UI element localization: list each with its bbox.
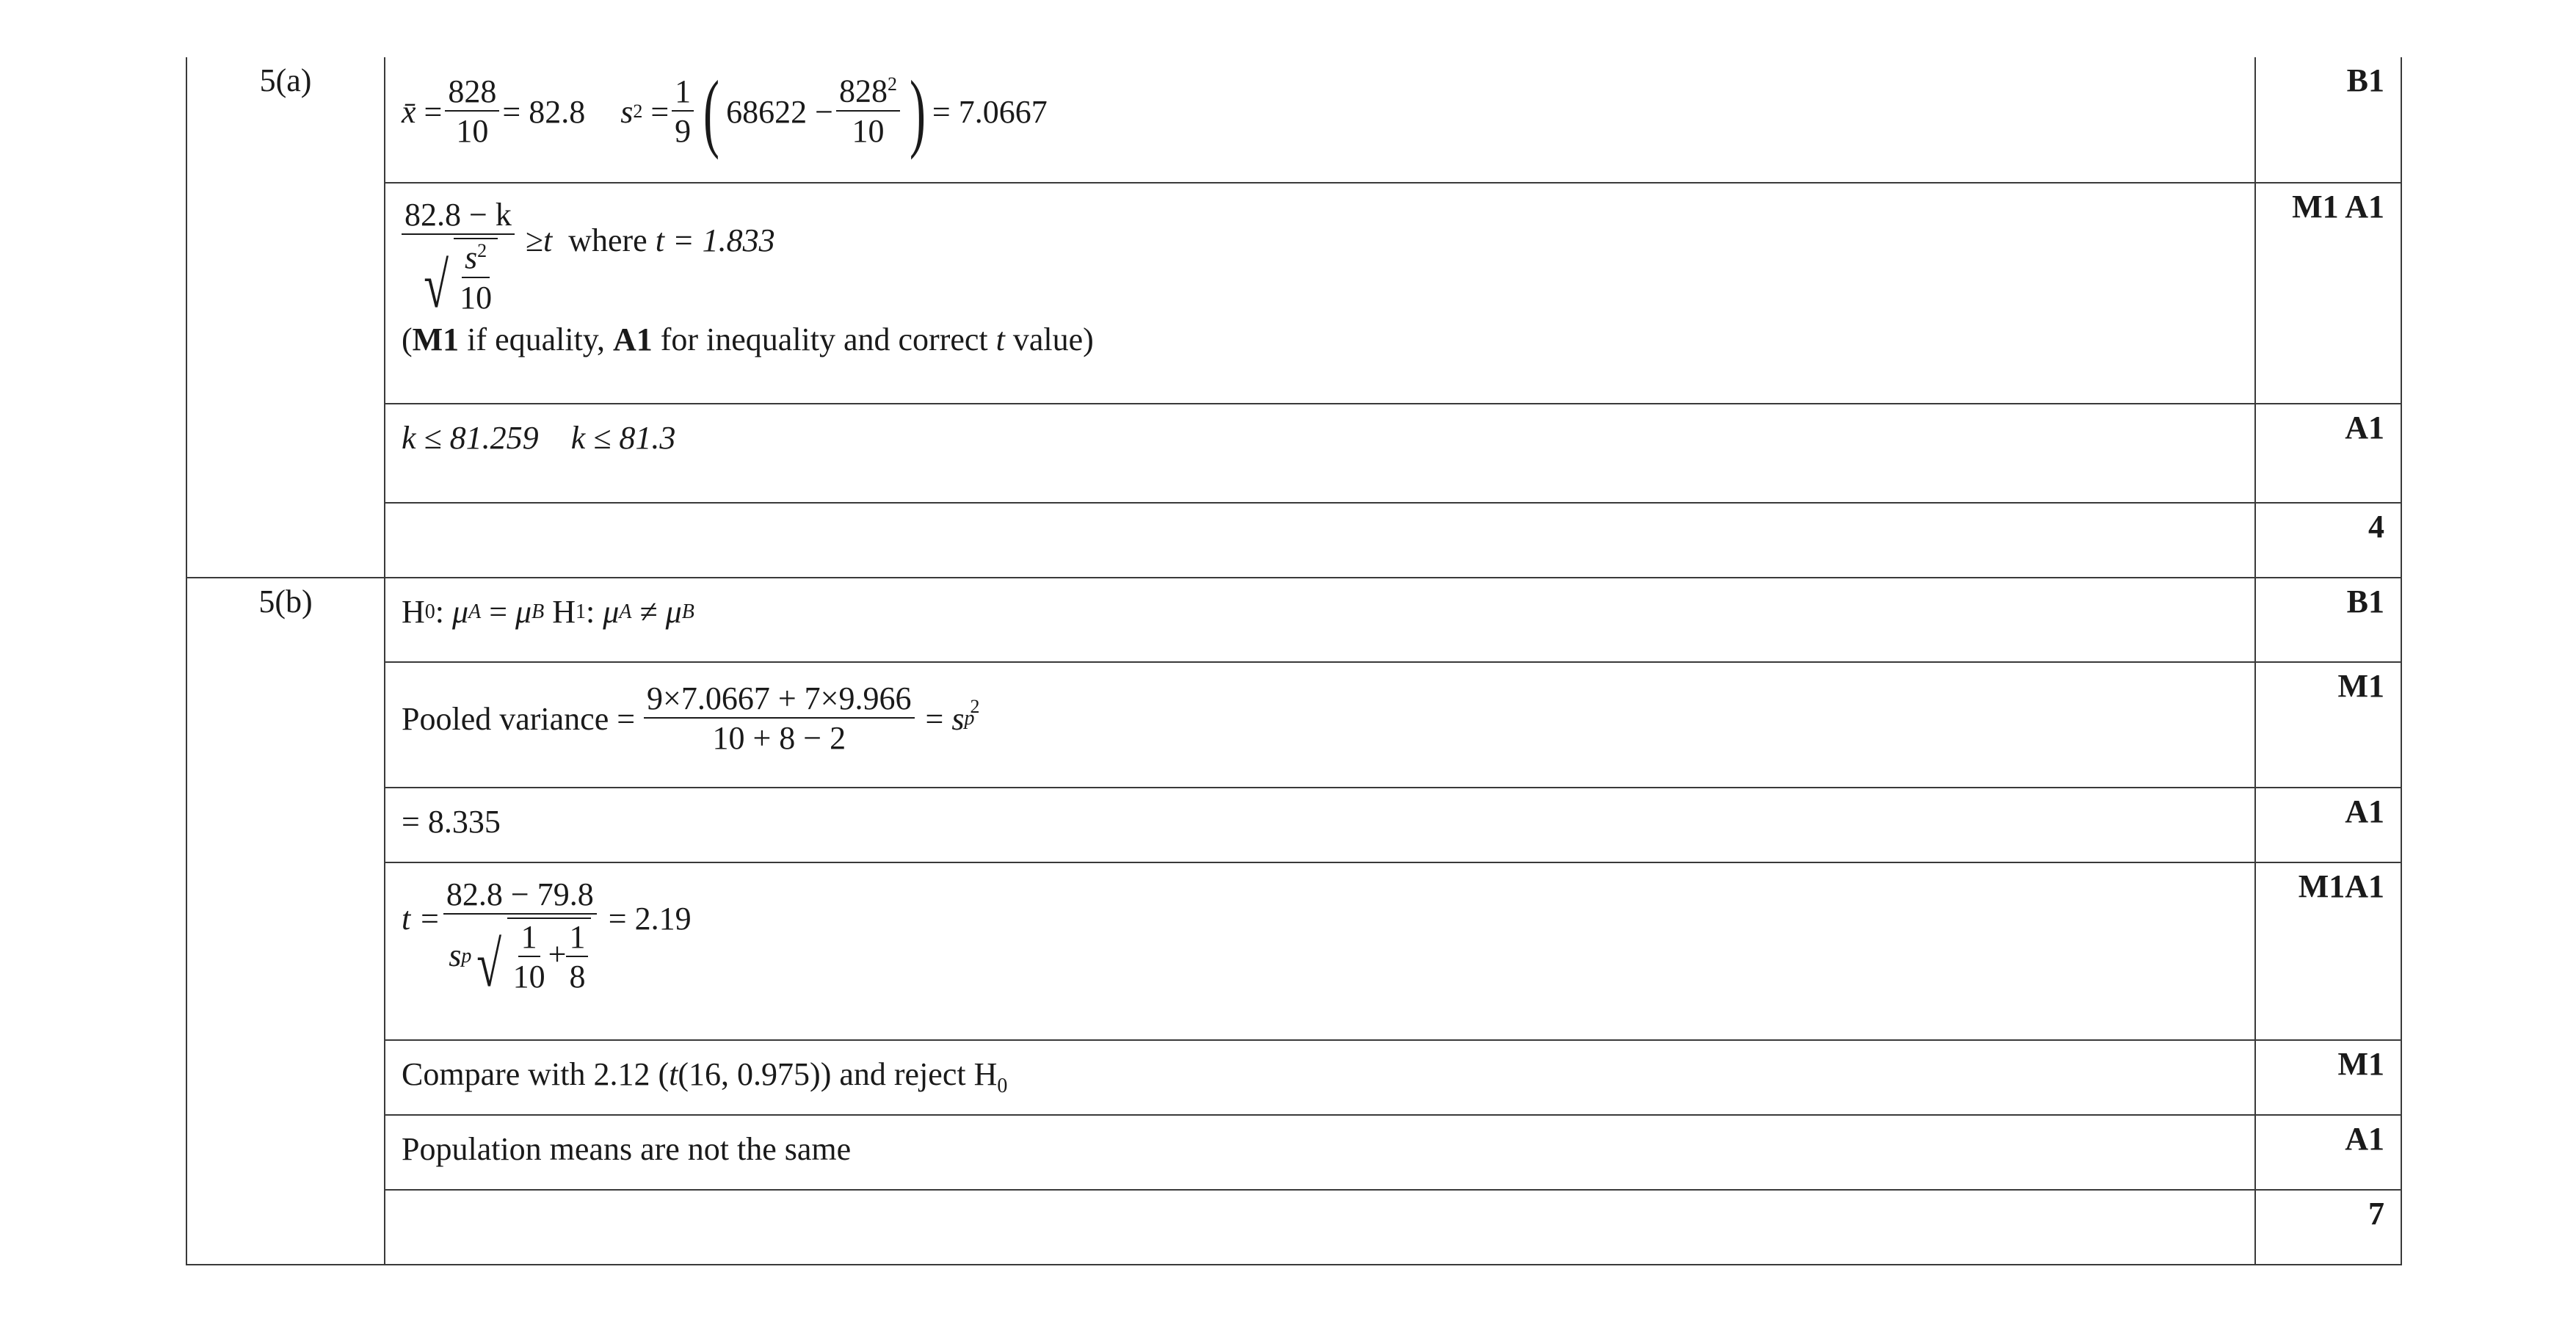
critical-k: k ≤ 81.259 <box>402 420 539 456</box>
mark-cell: M1 <box>2255 662 2401 788</box>
answer-cell <box>385 1190 2255 1265</box>
mark-cell: M1 A1 <box>2255 183 2401 404</box>
mean-symbol: x̄ <box>402 93 416 130</box>
answer-cell <box>385 1115 2255 1190</box>
pooled-variance-value: = 8.335 <box>402 804 501 840</box>
mark-cell: M1A1 <box>2255 862 2401 1040</box>
total-mark: 4 <box>2255 503 2401 578</box>
mark-cell: A1 <box>2255 1115 2401 1190</box>
mark-cell: B1 <box>2255 578 2401 662</box>
answer-cell <box>385 503 2255 578</box>
question-number: 5(b) <box>186 578 385 1265</box>
marking-note: (M1 if equality, A1 for inequality and correct t value) <box>402 321 1094 358</box>
critical-k-rounded: k ≤ 81.3 <box>570 420 676 456</box>
fraction: $\frac{828}{10}$ <box>445 75 499 148</box>
mark-cell: M1 <box>2255 1040 2401 1115</box>
question-number: 5(a) <box>186 57 385 578</box>
pooled-variance-fraction: $\frac{9\times 7.0667 + 7\times 9.966}{10 + 8 - 2}$ <box>644 682 914 755</box>
mark-cell: A1 <box>2255 788 2401 862</box>
t-value: t = 1.833 <box>655 222 775 258</box>
t-statistic-fraction: 82.8 − 79.8 s p √ $\frac{1}{10}$ + $\frac{1}{8}$ <box>443 878 597 995</box>
test-statistic-fraction: 82.8 − k √ $\frac{s^2}{10}$ <box>402 198 515 315</box>
conclusion: Population means are not the same <box>402 1131 852 1167</box>
answer-cell: 82.8 − k √ $\frac{s^2}{10}$ ≥t where t = 1.833 (M1 if equality, A1 for inequality and correct t value) <box>385 183 2255 404</box>
mark-cell: A1 <box>2255 404 2401 503</box>
mark-cell: B1 <box>2255 57 2401 183</box>
mean-value: 82.8 <box>529 93 586 130</box>
answer-cell: t = 82.8 − 79.8 s p √ $\frac{1}{10}$ + $\frac{1}{8}$ = 2.19 <box>385 862 2255 1040</box>
answer-cell <box>385 404 2255 503</box>
variance-value: 7.0667 <box>958 93 1048 130</box>
answer-cell: Compare with 2.12 (t(16, 0.975)) and reject $H_0$ <box>385 1040 2255 1115</box>
t-statistic-value: = 2.19 <box>608 901 692 937</box>
hypotheses: H 0 : μ A = μ B H 1 : μ A ≠ μ B <box>402 594 694 630</box>
answer-cell: Pooled variance = $\frac{9\times 7.0667 + 7\times 9.966}{10 + 8 - 2}$ = s p 2 <box>385 662 2255 788</box>
mark-scheme-grid <box>186 57 2402 1265</box>
answer-cell <box>385 788 2255 862</box>
answer-cell: x̄ = $\frac{828}{10}$ = 82.8 s 2 = $\frac{1}{9}$ ( 68622 − $\frac{828^2}{10}$ ) = 7.0667 <box>385 57 2255 183</box>
total-mark: 7 <box>2255 1190 2401 1265</box>
mark-scheme-table <box>186 57 2401 1270</box>
answer-cell <box>385 578 2255 662</box>
